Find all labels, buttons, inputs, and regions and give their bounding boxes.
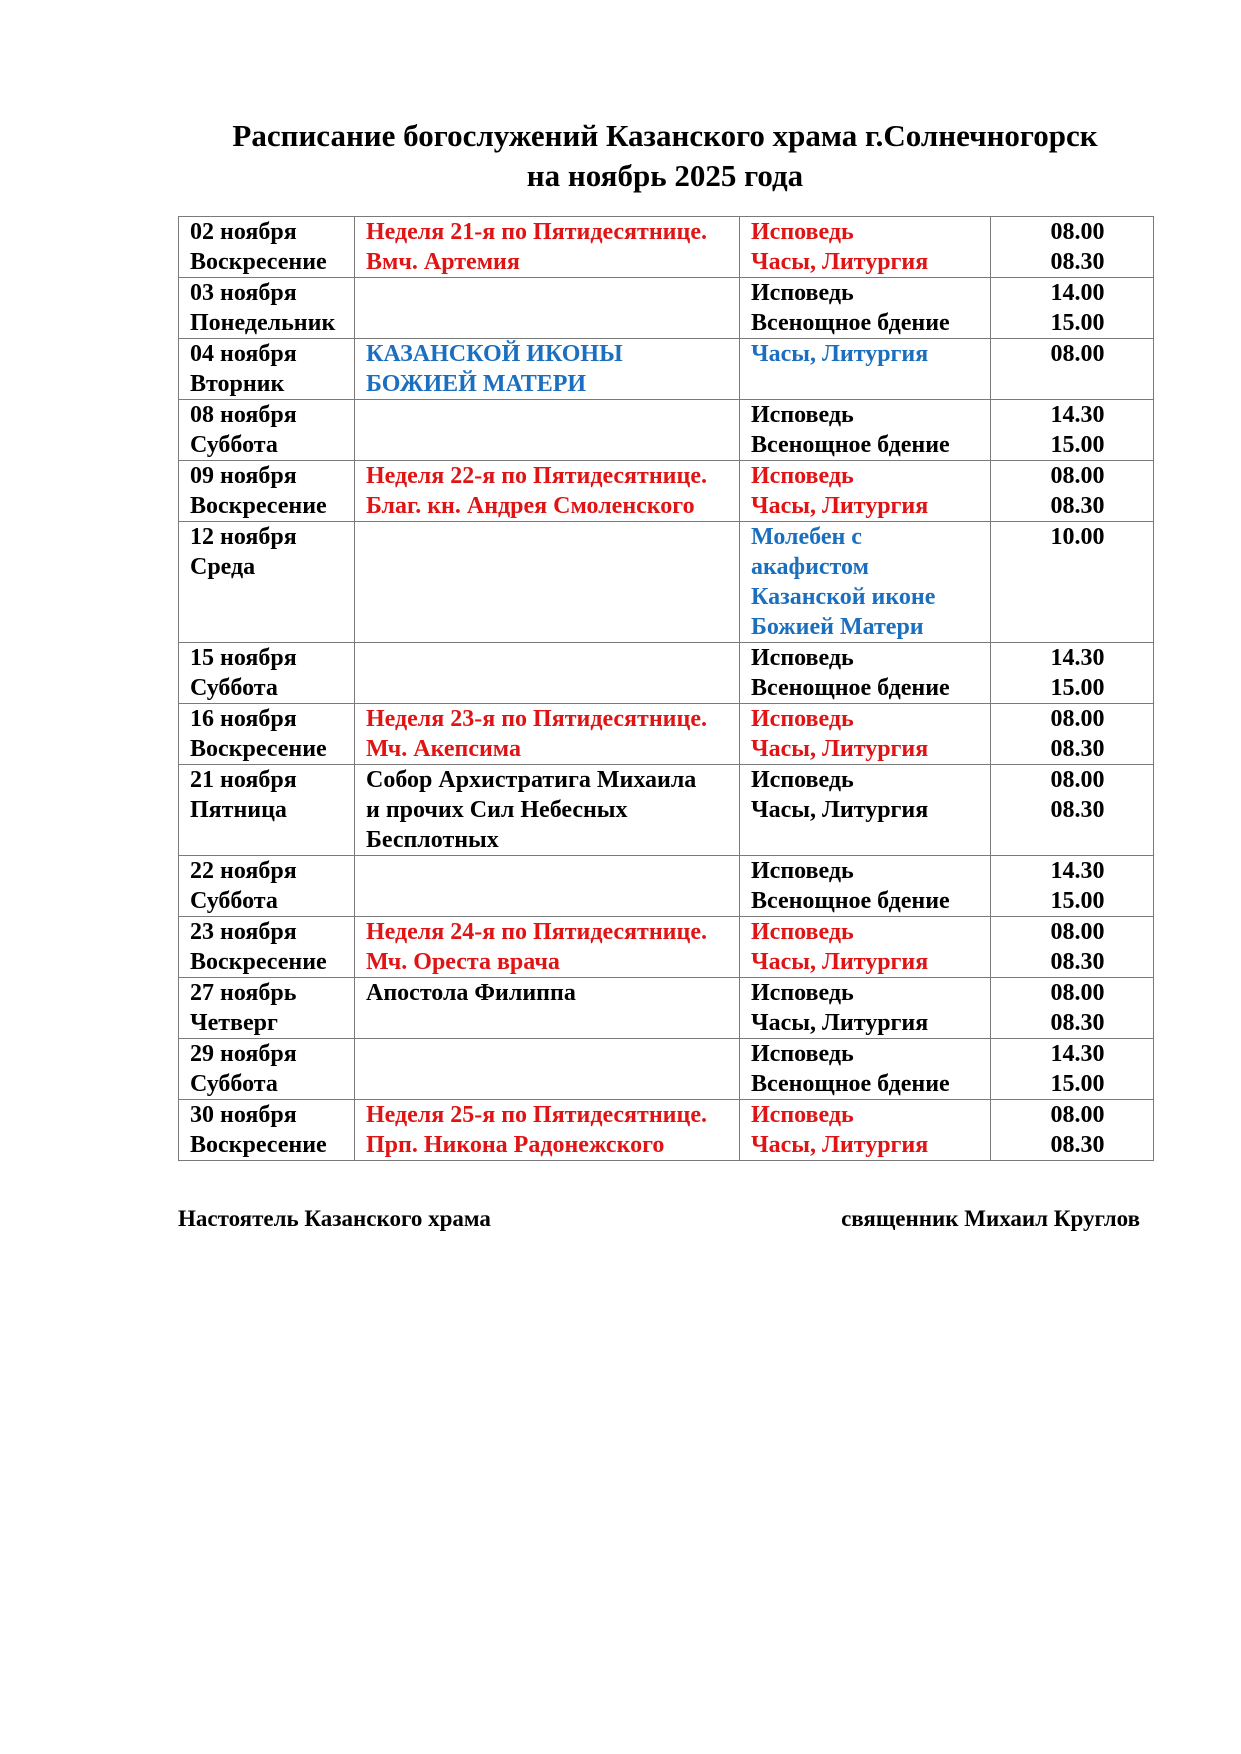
time-cell bbox=[991, 765, 1154, 856]
date-text: 02 ноября bbox=[190, 219, 297, 245]
weekday-text: Суббота bbox=[190, 1071, 278, 1097]
feast-text: Бесплотных bbox=[366, 827, 499, 853]
feast-cell bbox=[355, 856, 740, 917]
schedule-row bbox=[179, 400, 1154, 461]
date-cell bbox=[179, 704, 355, 765]
time-text: 08.00 bbox=[1050, 219, 1105, 245]
feast-cell bbox=[355, 217, 740, 278]
feast-text: Неделя 23-я по Пятидесятнице. bbox=[366, 706, 707, 732]
schedule-row bbox=[179, 278, 1154, 339]
service-text: Исповедь bbox=[751, 858, 854, 884]
time-text: 15.00 bbox=[1050, 888, 1105, 914]
service-text: Исповедь bbox=[751, 402, 854, 428]
time-text: 10.00 bbox=[1050, 524, 1105, 550]
time-cell bbox=[991, 978, 1154, 1039]
service-text: Часы, Литургия bbox=[751, 1132, 929, 1158]
weekday-text: Пятница bbox=[190, 797, 287, 823]
service-text: Казанской иконе bbox=[751, 584, 936, 610]
feast-cell bbox=[355, 704, 740, 765]
services-cell bbox=[740, 856, 991, 917]
services-cell bbox=[740, 400, 991, 461]
date-cell bbox=[179, 339, 355, 400]
feast-cell bbox=[355, 400, 740, 461]
service-text: Часы, Литургия bbox=[751, 493, 929, 519]
feast-text: Собор Архистратига Михаила bbox=[366, 767, 697, 793]
date-text: 29 ноября bbox=[190, 1041, 297, 1067]
weekday-text: Суббота bbox=[190, 432, 278, 458]
service-text: Всенощное бдение bbox=[751, 310, 950, 336]
feast-cell bbox=[355, 765, 740, 856]
service-text: акафистом bbox=[751, 554, 869, 580]
feast-cell bbox=[355, 978, 740, 1039]
time-text: 08.00 bbox=[1050, 706, 1105, 732]
date-text: 15 ноября bbox=[190, 645, 297, 671]
service-text: Исповедь bbox=[751, 219, 854, 245]
date-cell bbox=[179, 917, 355, 978]
date-cell bbox=[179, 643, 355, 704]
feast-cell bbox=[355, 461, 740, 522]
date-cell bbox=[179, 217, 355, 278]
service-text: Часы, Литургия bbox=[751, 797, 929, 823]
services-cell bbox=[740, 522, 991, 643]
weekday-text: Воскресение bbox=[190, 1132, 327, 1158]
date-cell bbox=[179, 856, 355, 917]
date-text: 08 ноября bbox=[190, 402, 297, 428]
time-text: 08.00 bbox=[1050, 767, 1105, 793]
services-cell bbox=[740, 1039, 991, 1100]
feast-text: Неделя 22-я по Пятидесятнице. bbox=[366, 463, 707, 489]
schedule-row bbox=[179, 643, 1154, 704]
feast-text: Прп. Никона Радонежского bbox=[366, 1132, 665, 1158]
time-text: 08.30 bbox=[1050, 493, 1105, 519]
service-text: Всенощное бдение bbox=[751, 675, 950, 701]
schedule-table bbox=[178, 216, 1154, 1161]
date-cell bbox=[179, 522, 355, 643]
feast-text: и прочих Сил Небесных bbox=[366, 797, 628, 823]
weekday-text: Четверг bbox=[190, 1010, 278, 1036]
time-text: 14.30 bbox=[1050, 402, 1105, 428]
feast-text: Неделя 24-я по Пятидесятнице. bbox=[366, 919, 707, 945]
date-text: 04 ноября bbox=[190, 341, 297, 367]
time-text: 14.00 bbox=[1050, 280, 1105, 306]
time-cell bbox=[991, 1100, 1154, 1161]
service-text: Исповедь bbox=[751, 463, 854, 489]
service-text: Исповедь bbox=[751, 706, 854, 732]
footer-rector-title: Настоятель Казанского храма bbox=[178, 1206, 491, 1231]
services-cell bbox=[740, 217, 991, 278]
time-cell bbox=[991, 1039, 1154, 1100]
services-cell bbox=[740, 765, 991, 856]
services-cell bbox=[740, 978, 991, 1039]
feast-text: Благ. кн. Андрея Смоленского bbox=[366, 493, 695, 519]
services-cell bbox=[740, 1100, 991, 1161]
weekday-text: Среда bbox=[190, 554, 256, 580]
feast-cell bbox=[355, 339, 740, 400]
time-text: 08.30 bbox=[1050, 1010, 1105, 1036]
time-text: 08.00 bbox=[1050, 341, 1105, 367]
time-text: 15.00 bbox=[1050, 310, 1105, 336]
services-cell bbox=[740, 278, 991, 339]
time-cell bbox=[991, 400, 1154, 461]
title-line-2: на ноябрь 2025 года bbox=[526, 158, 804, 193]
feast-text: Вмч. Артемия bbox=[366, 249, 520, 275]
time-cell bbox=[991, 522, 1154, 643]
time-cell bbox=[991, 217, 1154, 278]
time-text: 08.00 bbox=[1050, 980, 1105, 1006]
feast-cell bbox=[355, 1039, 740, 1100]
services-cell bbox=[740, 704, 991, 765]
feast-cell bbox=[355, 278, 740, 339]
time-cell bbox=[991, 917, 1154, 978]
date-cell bbox=[179, 978, 355, 1039]
service-text: Исповедь bbox=[751, 645, 854, 671]
service-text: Всенощное бдение bbox=[751, 432, 950, 458]
schedule-row bbox=[179, 978, 1154, 1039]
date-text: 09 ноября bbox=[190, 463, 297, 489]
date-cell bbox=[179, 1100, 355, 1161]
schedule-row bbox=[179, 1100, 1154, 1161]
schedule-row bbox=[179, 1039, 1154, 1100]
service-text: Исповедь bbox=[751, 280, 854, 306]
service-text: Божией Матери bbox=[751, 614, 924, 640]
weekday-text: Воскресение bbox=[190, 493, 327, 519]
schedule-row bbox=[179, 704, 1154, 765]
date-cell bbox=[179, 765, 355, 856]
time-text: 08.00 bbox=[1050, 463, 1105, 489]
feast-cell bbox=[355, 917, 740, 978]
feast-text: Апостола Филиппа bbox=[366, 980, 576, 1006]
schedule-row bbox=[179, 765, 1154, 856]
time-cell bbox=[991, 461, 1154, 522]
date-cell bbox=[179, 1039, 355, 1100]
service-text: Молебен с bbox=[751, 524, 862, 550]
date-cell bbox=[179, 461, 355, 522]
time-text: 14.30 bbox=[1050, 1041, 1105, 1067]
time-text: 15.00 bbox=[1050, 432, 1105, 458]
weekday-text: Суббота bbox=[190, 675, 278, 701]
time-text: 08.30 bbox=[1050, 797, 1105, 823]
title-line-1: Расписание богослужений Казанского храма г.Солнечногорск bbox=[232, 118, 1098, 153]
weekday-text: Понедельник bbox=[190, 310, 336, 336]
date-text: 27 ноябрь bbox=[190, 980, 297, 1006]
service-text: Часы, Литургия bbox=[751, 736, 929, 762]
weekday-text: Вторник bbox=[190, 371, 285, 397]
time-text: 08.30 bbox=[1050, 1132, 1105, 1158]
feast-text: КАЗАНСКОЙ ИКОНЫ bbox=[366, 341, 623, 367]
time-text: 14.30 bbox=[1050, 645, 1105, 671]
time-text: 08.30 bbox=[1050, 736, 1105, 762]
schedule-row bbox=[179, 461, 1154, 522]
weekday-text: Суббота bbox=[190, 888, 278, 914]
schedule-row bbox=[179, 917, 1154, 978]
time-cell bbox=[991, 856, 1154, 917]
time-text: 08.00 bbox=[1050, 1102, 1105, 1128]
document-title bbox=[178, 116, 1152, 196]
schedule-body bbox=[179, 217, 1154, 1161]
date-text: 23 ноября bbox=[190, 919, 297, 945]
date-text: 22 ноября bbox=[190, 858, 297, 884]
service-text: Всенощное бдение bbox=[751, 1071, 950, 1097]
date-text: 21 ноября bbox=[190, 767, 297, 793]
feast-cell bbox=[355, 643, 740, 704]
schedule-row bbox=[179, 856, 1154, 917]
date-text: 12 ноября bbox=[190, 524, 297, 550]
services-cell bbox=[740, 643, 991, 704]
date-cell bbox=[179, 278, 355, 339]
services-cell bbox=[740, 917, 991, 978]
weekday-text: Воскресение bbox=[190, 949, 327, 975]
feast-text: Неделя 21-я по Пятидесятнице. bbox=[366, 219, 707, 245]
time-cell bbox=[991, 339, 1154, 400]
feast-text: Мч. Ореста врача bbox=[366, 949, 560, 975]
time-text: 08.00 bbox=[1050, 919, 1105, 945]
footer-rector-name: священник Михаил Круглов bbox=[841, 1206, 1140, 1231]
time-text: 15.00 bbox=[1050, 675, 1105, 701]
service-text: Исповедь bbox=[751, 980, 854, 1006]
time-cell bbox=[991, 643, 1154, 704]
time-text: 14.30 bbox=[1050, 858, 1105, 884]
time-cell bbox=[991, 278, 1154, 339]
feast-text: Мч. Акепсима bbox=[366, 736, 521, 762]
schedule-row bbox=[179, 217, 1154, 278]
service-text: Часы, Литургия bbox=[751, 1010, 929, 1036]
services-cell bbox=[740, 461, 991, 522]
service-text: Исповедь bbox=[751, 1102, 854, 1128]
schedule-row bbox=[179, 522, 1154, 643]
feast-cell bbox=[355, 1100, 740, 1161]
time-cell bbox=[991, 704, 1154, 765]
schedule-row bbox=[179, 339, 1154, 400]
time-text: 08.30 bbox=[1050, 249, 1105, 275]
weekday-text: Воскресение bbox=[190, 249, 327, 275]
date-text: 30 ноября bbox=[190, 1102, 297, 1128]
service-text: Часы, Литургия bbox=[751, 949, 929, 975]
time-text: 08.30 bbox=[1050, 949, 1105, 975]
service-text: Всенощное бдение bbox=[751, 888, 950, 914]
weekday-text: Воскресение bbox=[190, 736, 327, 762]
time-text: 15.00 bbox=[1050, 1071, 1105, 1097]
service-text: Исповедь bbox=[751, 1041, 854, 1067]
date-cell bbox=[179, 400, 355, 461]
feast-text: Неделя 25-я по Пятидесятнице. bbox=[366, 1102, 707, 1128]
service-text: Исповедь bbox=[751, 767, 854, 793]
date-text: 16 ноября bbox=[190, 706, 297, 732]
feast-text: БОЖИЕЙ МАТЕРИ bbox=[366, 371, 587, 397]
service-text: Исповедь bbox=[751, 919, 854, 945]
feast-cell bbox=[355, 522, 740, 643]
date-text: 03 ноября bbox=[190, 280, 297, 306]
services-cell bbox=[740, 339, 991, 400]
service-text: Часы, Литургия bbox=[751, 341, 929, 367]
service-text: Часы, Литургия bbox=[751, 249, 929, 275]
